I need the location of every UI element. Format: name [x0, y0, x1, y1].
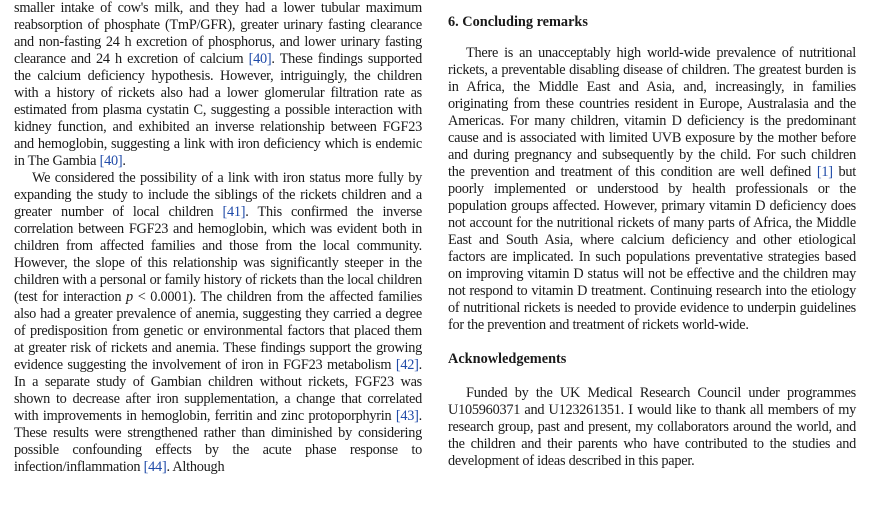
citation-link[interactable]: [43] [395, 408, 419, 424]
body-paragraph-rickets-biochemistry [14, 0, 422, 170]
right-column [448, 0, 856, 470]
text-run: < 0.0001). The children from the affected families also had a greater prevalence of anemia, suggesting they carried a degree of predisposition from genetic or environmental factors that placed them at greater risk of rickets and anemia. These findings support the growing evidence suggesting the involvement of iron in FGF23 metabolism [14, 289, 423, 373]
section-heading-concluding-remarks: 6. Concluding remarks [448, 14, 588, 30]
left-column [14, 0, 422, 476]
section-heading-acknowledgements: Acknowledgements [448, 351, 567, 367]
body-paragraph-iron-status [14, 170, 422, 476]
text-run: smaller intake of cow's milk, and they had a lower tubular maximum reabsorption of phosphate (TmP/GFR), greater urinary fasting clearance and non-fasting 24 h excretion of phosphorus, and lower urinary fasting clearance and 24 h excretion of calcium [14, 0, 422, 67]
citation-link[interactable]: [40] [99, 153, 123, 169]
citation-link[interactable]: [42] [395, 357, 419, 373]
citation-link[interactable]: [40] [248, 51, 272, 67]
text-run: . [122, 153, 126, 169]
text-run: . This confirmed the inverse correlation between FGF23 and hemoglobin, which was evident both in children from affected families and those from the local community. However, the slope of this relationship was significantly steeper in the children with a personal or family history of rickets than the local children (test for interaction [14, 204, 422, 305]
citation-link[interactable]: [41] [222, 204, 246, 220]
text-run: . These results were strengthened rather than diminished by considering possible confounding effects by the acute phase response to infection/inflammation [14, 408, 422, 475]
text-run: There is an unacceptably high world-wide prevalence of nutritional rickets, a preventable disabling disease of children. The greatest burden is in Africa, the Middle East and Asia, and, increasingly, in families originating from these countries resident in Europe, Australasia and the Americas. For many children, vitamin D deficiency is the predominant cause and is associated with limited UVB exposure by the mother before and during pregnancy and subsequently by the child. For such children the prevention and treatment of this condition are well defined [448, 45, 856, 180]
p-value-symbol: p [126, 289, 133, 305]
citation-link[interactable]: [1] [816, 164, 833, 180]
acknowledgements-paragraph: Funded by the UK Medical Research Council under programmes U105960371 and U123261351. I would like to thank all members of my research group, past and present, my collaborators around the world, and the children and their parents who have contributed to the studies and development of ideas described in this paper. [448, 385, 856, 469]
text-run: . These findings supported the calcium deficiency hypothesis. However, intriguingly, the children with a history of rickets also had a lower glomerular filtration rate as estimated from plasma cystatin C, suggesting a possible interaction with kidney function, and exhibited an inverse relationship between FGF23 and hemoglobin, suggesting a link with iron deficiency which is endemic in The Gambia [14, 51, 422, 169]
citation-link[interactable]: [44] [143, 459, 167, 475]
text-run: but poorly implemented or understood by health professionals or the population groups affected. However, primary vitamin D deficiency does not account for the nutritional rickets of many parts of Africa, the Middle East and South Asia, where calcium deficiency and other etiological factors are implicated. In such populations preventative strategies based on improving vitamin D status will not be effective and the children may not respond to vitamin D treatment. Continuing research into the etiology of nutritional rickets is needed to provide evidence to underpin guidelines for the prevention and treatment of rickets world-wide. [448, 164, 857, 333]
text-run: We considered the possibility of a link with iron status more fully by expanding the study to include the siblings of the rickets children and a greater number of local children [14, 170, 422, 220]
text-run: . Although [166, 459, 225, 475]
body-paragraph-concluding [448, 45, 856, 334]
text-run: . In a separate study of Gambian children without rickets, FGF23 was shown to decrease after iron supplementation, a change that correlated with improvements in hemoglobin, ferritin and zinc protoporphyrin [14, 357, 422, 424]
